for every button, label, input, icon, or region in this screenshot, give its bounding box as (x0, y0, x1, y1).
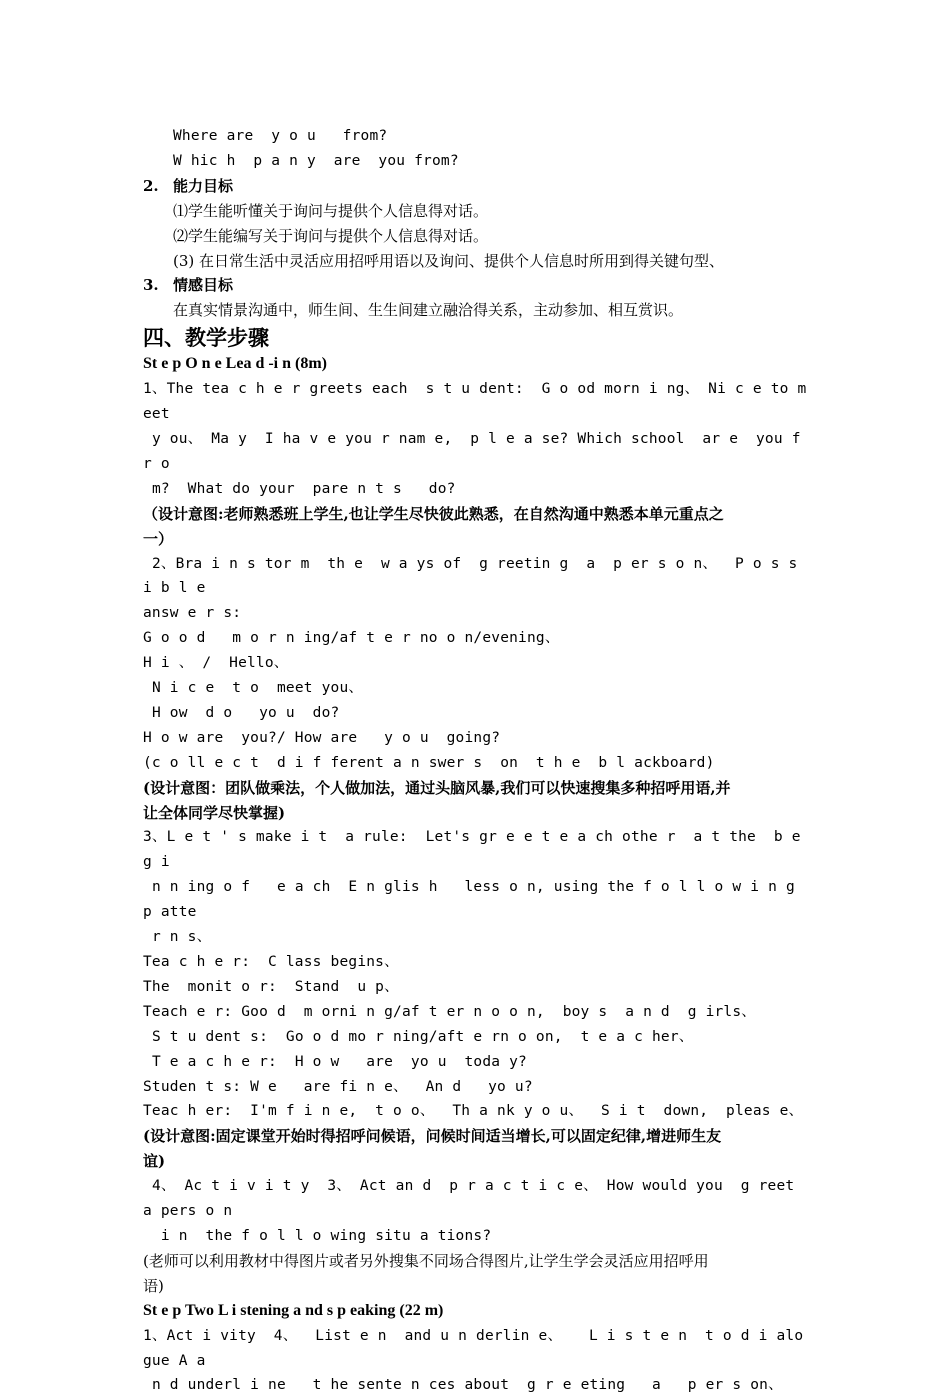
design-note: (设计意图:固定课堂开始时得招呼问候语，问候时间适当增长,可以固定纪律,增进师生友 (143, 1127, 722, 1146)
paragraph-line: Teach e r: Goo d m orni n g/af t er n o o n, boy s a n d g irls、 (143, 1003, 756, 1020)
paragraph-line: G o o d m o r n ing/af t e r no o n/evening、 (143, 630, 560, 647)
design-note: 让全体同学尽快掌握) (143, 803, 286, 822)
paragraph-line: n d underl i ne t he sente n ces about g r e eting a p er s on、 (143, 1377, 783, 1394)
ability-heading (143, 174, 811, 199)
paragraph-line: n n ing o f e a ch E n glis h less o n, using the f o l l o w i n g p atte (143, 879, 822, 921)
paragraph-line: y ou、 Ma y I ha v e you r nam e, p l e a se? Which school ar e you f r o (143, 430, 810, 472)
paragraph-line: N i c e t o meet you、 (143, 680, 364, 697)
design-note: 一） (143, 529, 174, 548)
paragraph-line: The monit o r: Stand u p、 (143, 978, 399, 995)
paragraph-line: Teac h er: I'm f i n e, t o o、 Th a nk y o u、 S i t down, pleas e、 (143, 1103, 804, 1120)
teacher-note: 语) (143, 1276, 164, 1295)
emotion-title: 情感目标 (173, 276, 234, 295)
paragraph-line: Studen t s: W e are fi n e、 An d yo u? (143, 1078, 533, 1095)
paragraph-line: H i 、 / Hello、 (143, 655, 289, 672)
paragraph-line: answ e r s: (143, 605, 242, 622)
paragraph-line: 2、Bra i n s tor m th e w a ys of g reetin g a p er s o n、 P o s s i b l e (143, 555, 807, 597)
document-content (143, 124, 822, 1398)
ability-item: ⑵学生能编写关于询问与提供个人信息得对话。 (173, 226, 489, 245)
ability-item: (3) 在日常生活中灵活应用招呼用语以及询问、提供个人信息时所用到得关键句型、 (173, 251, 725, 270)
paragraph-line: H o w are you?/ How are y o u going? (143, 729, 501, 746)
paragraph-line: H ow d o yo u do? (143, 704, 340, 721)
design-note: （设计意图:老师熟悉班上学生,也让学生尽快彼此熟悉，在自然沟通中熟悉本单元重点之 (143, 504, 724, 523)
step-two-title: St e p Two L i stening a nd s p eaking (22 m) (143, 1301, 444, 1319)
paragraph-line: 1、The tea c h e r greets each s t u dent: G o od morn i ng、 Ni c e to meet (143, 381, 807, 423)
paragraph-line: 3、L e t ' s make i t a rule: Let's gr e e t e a ch othe r a t the b e g i (143, 829, 810, 871)
ability-number: 2. (143, 176, 159, 195)
emotion-text: 在真实情景沟通中，师生间、生生间建立融洽得关系，主动参加、相互赏识。 (173, 301, 684, 320)
emotion-number: 3. (143, 276, 159, 295)
ability-item: ⑴学生能听懂关于询问与提供个人信息得对话。 (173, 201, 489, 220)
emotion-heading (143, 273, 811, 298)
paragraph-line: 4、 Ac t i v i t y 3、 Act an d p r a c t i c e、 How would you g reet a pers o n (143, 1178, 804, 1220)
paragraph-line: 1、Act i vity 4、 List e n and u n derlin e、 L i s t e n t o d i alogue A a (143, 1327, 804, 1369)
paragraph-line: Tea c h e r: C lass begins、 (143, 954, 399, 970)
paragraph-line: (c o ll e c t d i f ferent a n swer s on t h e b l ackboard) (143, 754, 715, 771)
paragraph-line: i n the f o l l o wing situ a tions? (143, 1227, 492, 1244)
teacher-note: (老师可以利用教材中得图片或者另外搜集不同场合得图片,让学生学会灵活应用招呼用 (143, 1251, 709, 1270)
paragraph-line: T e a c h e r: H o w are yo u toda y? (143, 1053, 527, 1070)
paragraph-line: r n s、 (143, 929, 212, 946)
paragraph-line: S t u dent s: Go o d mo r ning/aft e rn o on, t e a c her、 (143, 1028, 694, 1045)
design-note: 谊) (143, 1152, 166, 1171)
section-title: 四、教学步骤 (143, 325, 269, 351)
question-line: Where are y o u from? (173, 128, 388, 144)
question-line: W hic h p a n y are you from? (173, 152, 459, 169)
paragraph-line: m? What do your pare n t s do? (143, 480, 456, 497)
step-one-title: St e p O n e Lea d -i n (8m) (143, 355, 327, 373)
ability-title: 能力目标 (173, 176, 234, 195)
design-note: (设计意图：团队做乘法，个人做加法，通过头脑风暴,我们可以快速搜集多种招呼用语,并 (143, 778, 731, 797)
